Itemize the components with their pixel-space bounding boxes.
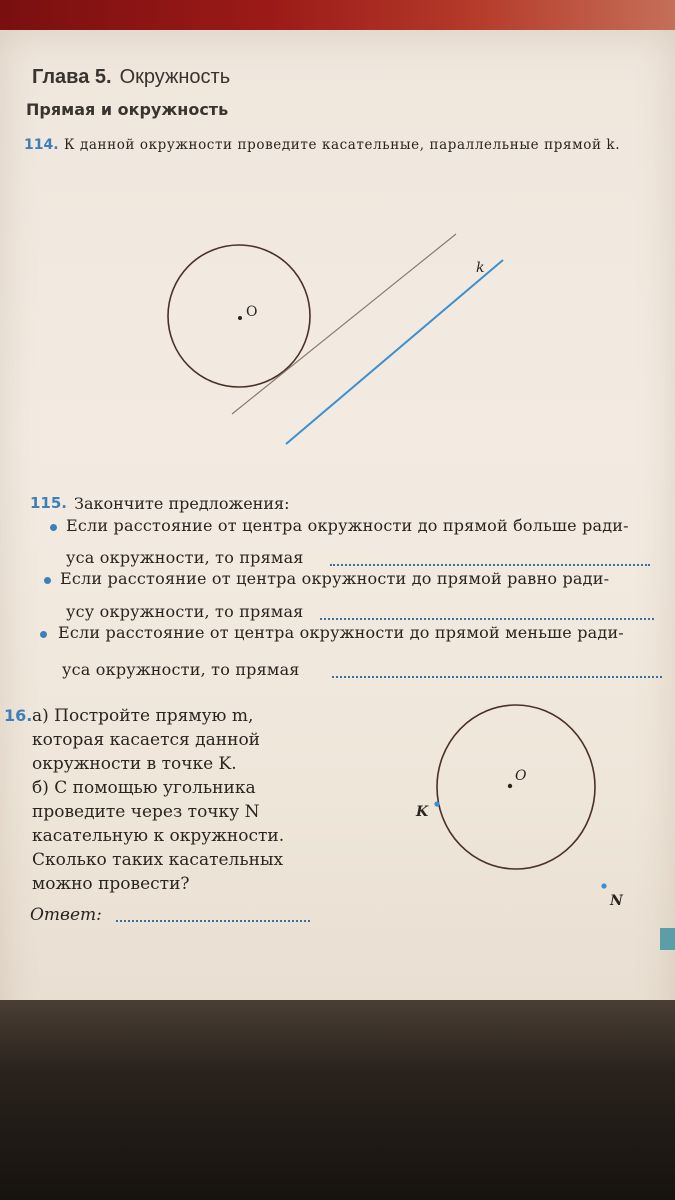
item-2-answer-blank[interactable] [320,618,654,620]
task-115-number: 115. [30,494,68,512]
center-point-o [508,784,512,788]
pencil-tangent-line [232,234,456,414]
section-title: Прямая и окружность [26,100,229,119]
center-label-o: O [246,304,258,320]
task-116-figure [0,700,675,920]
item-3-answer-blank[interactable] [332,676,662,678]
item-3-line-1: Если расстояние от центра окружности до прямой меньше ради- [58,623,624,642]
task-116-number: 16. [4,706,33,725]
bullet-2 [44,577,51,584]
task-115-heading: Закончите предложения: [74,494,290,513]
line-k [286,260,503,444]
point-k [434,801,439,806]
item-1-line-2: уса окружности, то прямая [66,548,304,567]
given-circle [168,245,310,387]
chapter-heading [32,66,230,89]
task-114-figure [0,200,675,520]
chapter-label: Глава 5. [32,66,112,88]
task-114-number: 114. [24,137,59,153]
item-3-line-2: уса окружности, то прямая [62,660,300,679]
bullet-3 [40,631,47,638]
task-114-text: К данной окружности проведите касательные, параллельные прямой k. [64,137,621,153]
table-shadow [0,1000,675,1200]
center-point [238,316,242,320]
chapter-title: Окружность [119,66,231,88]
task-116-part-a: а) Постройте прямую m, которая касается данной окружности в точке K. [32,706,261,774]
line-k-label: k [476,260,485,276]
item-2-line-2: усу окружности, то прямая [66,602,304,621]
book-cover-strip [0,0,675,34]
bullet-1 [50,524,57,531]
answer-label: Ответ: [30,905,102,925]
item-1-answer-blank[interactable] [330,564,650,566]
point-n [601,883,606,888]
point-n-label: N [610,893,623,909]
answer-blank[interactable] [116,920,310,922]
center-label-o-2: O [515,768,527,784]
item-2-line-1: Если расстояние от центра окружности до прямой равно ради- [60,569,610,588]
item-1-line-1: Если расстояние от центра окружности до прямой больше ради- [66,516,629,535]
page-edge-tab [660,928,675,950]
given-circle-2 [437,705,595,869]
task-116-part-b: б) С помощью угольника проведите через точку N касательную к окружности. Сколько таких касательных можно провести? [32,778,285,894]
point-k-label: K [416,804,429,820]
